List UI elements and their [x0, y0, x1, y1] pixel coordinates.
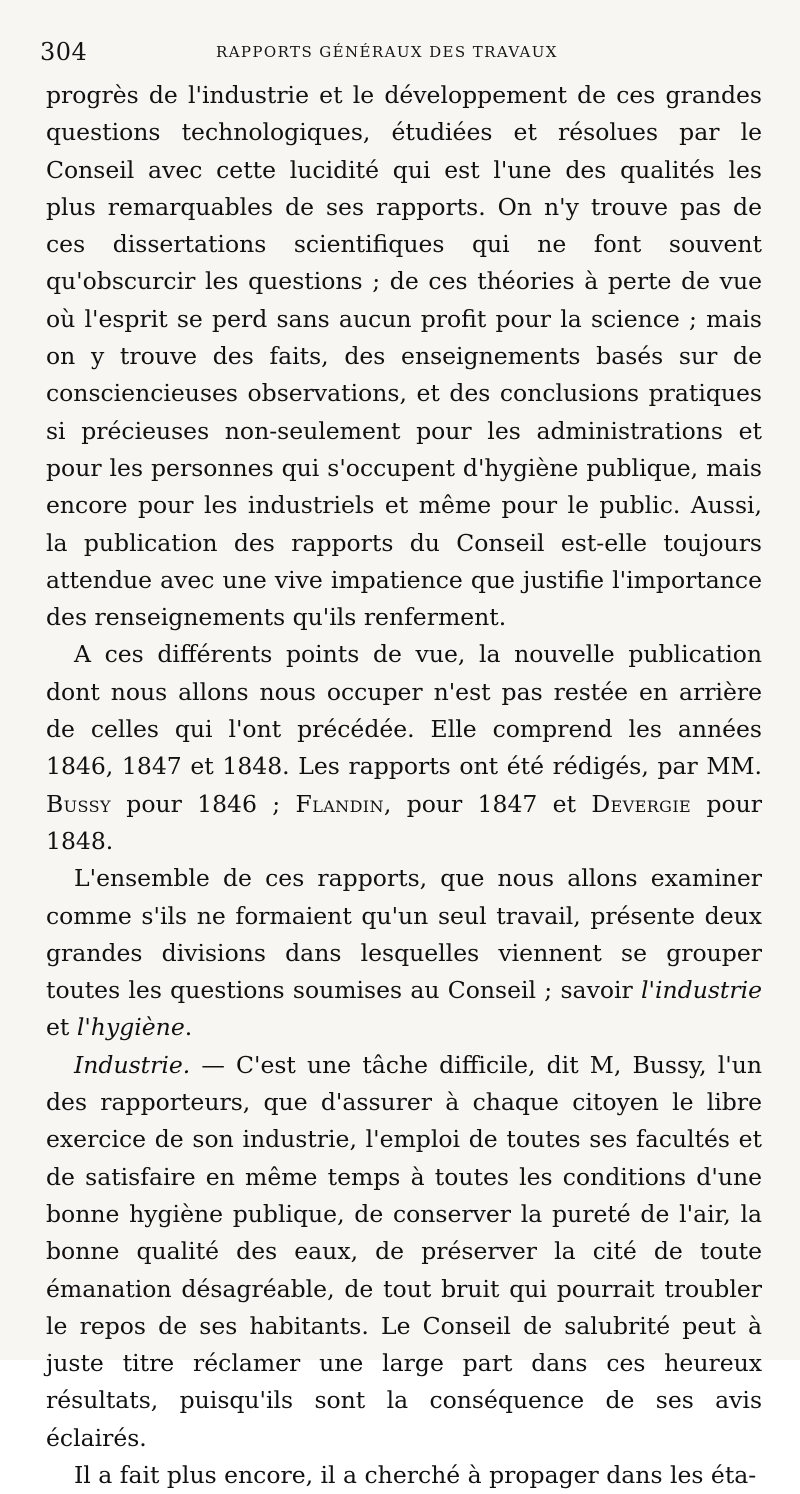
paragraph-3-text-3: .	[184, 1013, 193, 1042]
section-lead-industrie: Industrie.	[74, 1050, 191, 1079]
author-name-devergie: Devergie	[591, 789, 692, 818]
paragraph-3	[46, 860, 762, 1046]
author-name-bussy: Bussy	[46, 789, 111, 818]
body-text	[46, 77, 762, 1494]
paragraph-4-text: — C'est une tâche difficile, dit M, Bussy, l'un des rapporteurs, que d'assurer à chaque citoyen le libre exercice de son industrie, l'emploi de toutes ses facultés et de satisfaire en même temps à toutes les conditions d'une bonne hygiène publique, de conserver la pureté de l'air, la bonne qualité des eaux, de préserver la cité de toute émanation désagréable, de tout bruit qui pourrait troubler le repos de ses habitants. Le Conseil de salubrité peut à juste titre réclamer une large part dans ces heureux résultats, puisqu'ils sont la conséquence de ses avis éclairés.	[46, 1050, 762, 1452]
page-number: 304	[40, 38, 88, 66]
author-name-flandin: Flandin	[295, 789, 384, 818]
paragraph-2-text-4: pour 1848.	[46, 789, 763, 855]
paragraph-4	[46, 1047, 762, 1457]
paragraph-3-text-1: L'ensemble de ces rapports, que nous allons examiner comme s'ils ne formaient qu'un seul travail, présente deux grandes divisions dans lesquelles viennent se grouper toutes les questions soumises au Conseil ; savoir	[46, 864, 762, 1005]
paragraph-5	[46, 1457, 762, 1494]
running-head	[40, 38, 760, 72]
term-hygiene: l'hygiène	[76, 1013, 185, 1042]
paragraph-1	[46, 77, 762, 636]
paragraph-5-text: Il a fait plus encore, il a cherché à propager dans les éta-	[74, 1460, 757, 1489]
paragraph-3-text-2: et	[46, 1013, 77, 1042]
running-title: RAPPORTS GÉNÉRAUX DES TRAVAUX	[216, 43, 558, 61]
paragraph-2	[46, 636, 762, 860]
paragraph-2-text-3: , pour 1847 et	[383, 789, 592, 818]
term-industrie: l'industrie	[641, 976, 762, 1005]
paragraph-2-text-1: A ces différents points de vue, la nouvelle publication dont nous allons nous occuper n'est pas restée en arrière de celles qui l'ont précédée. Elle comprend les années 1846, 1847 et 1848. Les rapports ont été rédigés, par MM.	[46, 640, 762, 781]
paragraph-2-text-2: pour 1846 ;	[110, 789, 296, 818]
paragraph-1-text: progrès de l'industrie et le développement de ces grandes questions technologiques, étudiées et résolues par le Conseil avec cette lucidité qui est l'une des qualités les plus remarquables de ses rapports. On n'y trouve pas de ces dissertations scientifiques qui ne font souvent qu'obscurcir les questions ; de ces théories à perte de vue où l'esprit se perd sans aucun profit pour la science ; mais on y trouve des faits, des enseignements basés sur de consciencieuses observations, et des conclusions pratiques si précieuses non-seulement pour les administrations et pour les personnes qui s'occupent d'hygiène publique, mais encore pour les industriels et même pour le public. Aussi, la publication des rapports du Conseil est-elle toujours attendue avec une vive impatience que justifie l'importance des renseignements qu'ils renferment.	[46, 81, 762, 632]
